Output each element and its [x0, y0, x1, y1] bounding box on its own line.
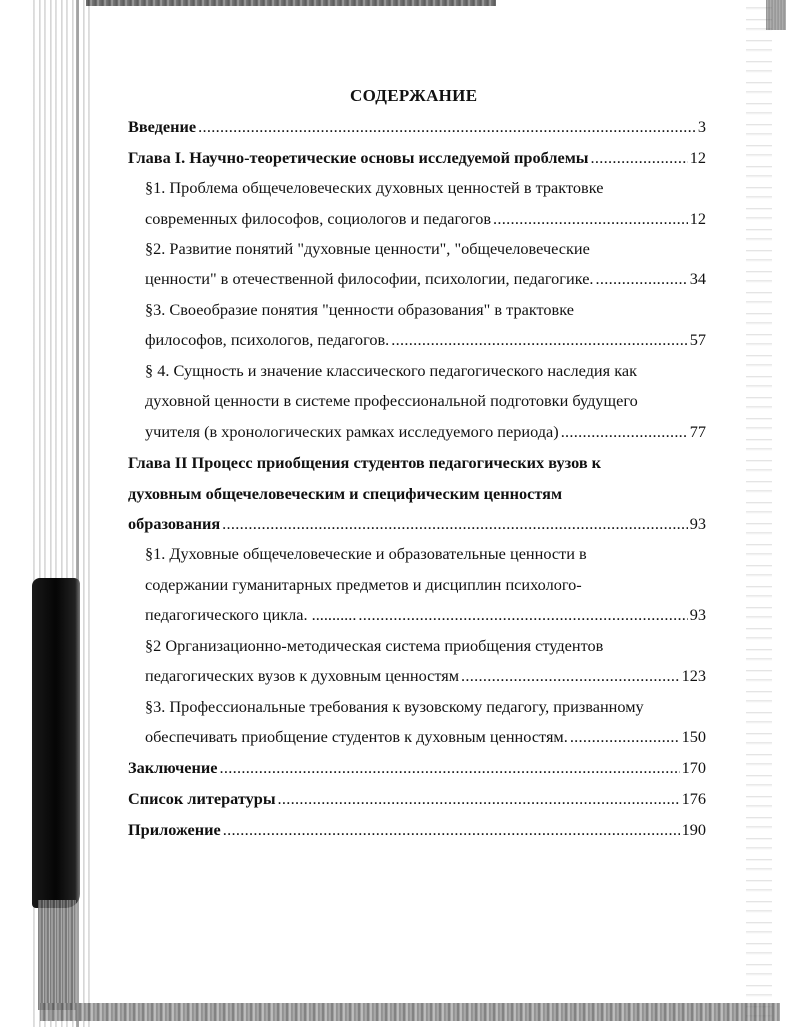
toc-entry-ch2-s1-line2: содержании гуманитарных предметов и дисциплин психолого-: [145, 575, 582, 594]
toc-entry-label: образования: [128, 514, 221, 533]
toc-entry-ch1-s4[interactable]: [145, 422, 706, 442]
toc-entry-label: учителя (в хронологических рамках исследуемого периода): [145, 422, 559, 441]
dot-leader: [219, 758, 679, 778]
toc-entry-references[interactable]: [128, 789, 706, 809]
toc-page-number: 34: [689, 269, 706, 288]
toc-page-number: 57: [689, 330, 706, 349]
toc-entry-label: Приложение: [128, 820, 221, 839]
toc-page-number: 150: [681, 727, 706, 746]
toc-entry-label: современных философов, социологов и педагогов: [145, 209, 492, 228]
toc-page-number: 176: [681, 789, 706, 808]
toc-entry-ch1-s3[interactable]: [145, 330, 706, 350]
toc-page-number: 12: [689, 209, 706, 228]
toc-page-number: 123: [681, 666, 706, 685]
toc-page-number: 77: [689, 422, 706, 441]
toc-entry-ch1-s1[interactable]: [145, 209, 706, 229]
dot-leader: [561, 422, 688, 442]
dot-leader: [278, 789, 680, 809]
toc-page-number: 3: [697, 117, 706, 136]
toc-entry-ch2-s3[interactable]: [145, 727, 706, 747]
dot-leader: [223, 820, 680, 840]
dot-leader: [591, 148, 688, 168]
toc-entry-chapter2[interactable]: [128, 514, 706, 534]
dot-leader: [461, 666, 680, 686]
toc-entry-intro[interactable]: [128, 117, 706, 137]
toc-entry-ch2-s1[interactable]: [145, 605, 706, 625]
toc-entry-label: педагогического цикла. ...........: [145, 605, 357, 624]
dot-leader: [596, 269, 688, 289]
toc-entry-label: обеспечивать приобщение студентов к духовным ценностям.: [145, 727, 568, 746]
toc-entry-label: Список литературы: [128, 789, 276, 808]
toc-entry-ch2-s3-line1: §3. Профессиональные требования к вузовскому педагогу, призванному: [145, 697, 644, 716]
toc-entry-ch1-s4-line1: § 4. Сущность и значение классического педагогического наследия как: [145, 361, 637, 380]
dot-leader: [358, 605, 687, 625]
toc-entry-ch1-s4-line2: духовной ценности в системе профессиональной подготовки будущего: [145, 391, 638, 410]
dot-leader: [198, 117, 696, 137]
toc-entry-chapter2-line1: Глава II Процесс приобщения студентов педагогических вузов к: [128, 453, 602, 472]
toc-entry-ch2-s1-line1: §1. Духовные общечеловеческие и образовательные ценности в: [145, 544, 587, 563]
toc-entry-label: Введение: [128, 117, 197, 136]
toc-entry-label: философов, психологов, педагогов.: [145, 330, 390, 349]
toc-entry-label: Заключение: [128, 758, 218, 777]
toc-entry-label: Глава I. Научно-теоретические основы исследуемой проблемы: [128, 148, 589, 167]
toc-entry-label: педагогических вузов к духовным ценностям: [145, 666, 460, 685]
toc-entry-chapter1[interactable]: [128, 148, 706, 168]
dot-leader: [570, 727, 680, 747]
page-title: СОДЕРЖАНИЕ: [350, 86, 478, 105]
toc-entry-appendix[interactable]: [128, 820, 706, 840]
toc-page-number: 170: [681, 758, 706, 777]
toc-entry-ch1-s1-line1: §1. Проблема общечеловеческих духовных ценностей в трактовке: [145, 178, 604, 197]
toc-page-number: 12: [689, 148, 706, 167]
toc-entry-chapter2-line2: духовным общечеловеческим и специфическим ценностям: [128, 484, 563, 503]
toc-page-number: 93: [689, 514, 706, 533]
toc-entry-ch1-s3-line1: §3. Своеобразие понятия "ценности образования" в трактовке: [145, 300, 574, 319]
toc-entry-ch1-s2-line1: §2. Развитие понятий "духовные ценности", "общечеловеческие: [145, 239, 590, 258]
toc-entry-conclusion[interactable]: [128, 758, 706, 778]
toc-entry-ch2-s2-line1: §2 Организационно-методическая система приобщения студентов: [145, 636, 604, 655]
toc-page-number: 190: [681, 820, 706, 839]
toc-entry-ch2-s2[interactable]: [145, 666, 706, 686]
dot-leader: [222, 514, 688, 534]
dot-leader: [493, 209, 688, 229]
dot-leader: [391, 330, 687, 350]
toc-entry-ch1-s2[interactable]: [145, 269, 706, 289]
toc-entry-label: ценности" в отечественной философии, психологии, педагогике.: [145, 269, 594, 288]
toc-page-number: 93: [689, 605, 706, 624]
